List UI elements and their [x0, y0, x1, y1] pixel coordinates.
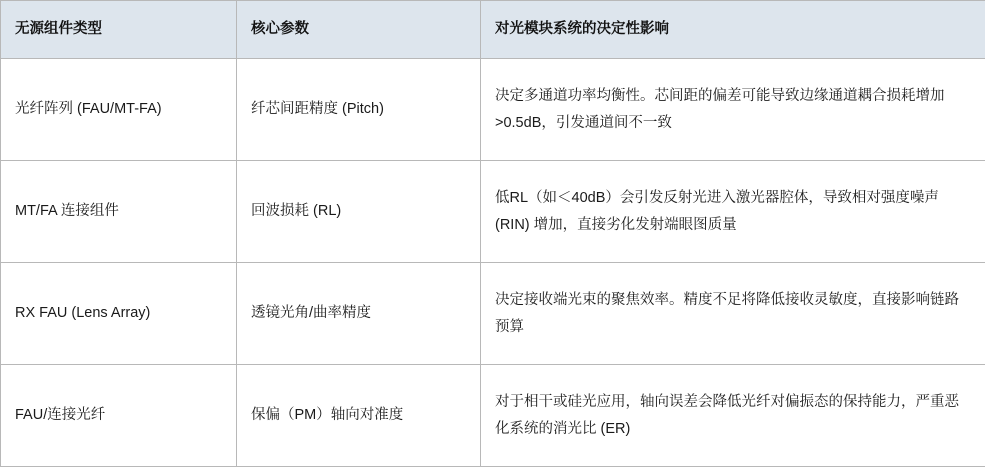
cell-core-parameter: 透镜光角/曲率精度 — [237, 263, 481, 365]
table-row — [1, 59, 985, 161]
table-header-row — [1, 1, 985, 59]
table-row — [1, 161, 985, 263]
table-row — [1, 365, 985, 467]
table-header — [1, 1, 985, 59]
cell-system-impact: 对于相干或硅光应用，轴向误差会降低光纤对偏振态的保持能力，严重恶化系统的消光比 (ER) — [481, 365, 985, 467]
column-header-core-parameter: 核心参数 — [237, 1, 481, 59]
cell-component-type: MT/FA 连接组件 — [1, 161, 237, 263]
cell-core-parameter: 回波损耗 (RL) — [237, 161, 481, 263]
table-body — [1, 59, 985, 467]
cell-component-type: RX FAU (Lens Array) — [1, 263, 237, 365]
cell-system-impact: 低RL（如＜40dB）会引发反射光进入激光器腔体，导致相对强度噪声 (RIN) 增加，直接劣化发射端眼图质量 — [481, 161, 985, 263]
cell-component-type: FAU/连接光纤 — [1, 365, 237, 467]
cell-component-type: 光纤阵列 (FAU/MT-FA) — [1, 59, 237, 161]
table-row — [1, 263, 985, 365]
cell-system-impact: 决定接收端光束的聚焦效率。精度不足将降低接收灵敏度，直接影响链路预算 — [481, 263, 985, 365]
cell-system-impact: 决定多通道功率均衡性。芯间距的偏差可能导致边缘通道耦合损耗增加>0.5dB，引发通道间不一致 — [481, 59, 985, 161]
column-header-system-impact: 对光模块系统的决定性影响 — [481, 1, 985, 59]
column-header-component-type: 无源组件类型 — [1, 1, 237, 59]
cell-core-parameter: 保偏（PM）轴向对准度 — [237, 365, 481, 467]
cell-core-parameter: 纤芯间距精度 (Pitch) — [237, 59, 481, 161]
